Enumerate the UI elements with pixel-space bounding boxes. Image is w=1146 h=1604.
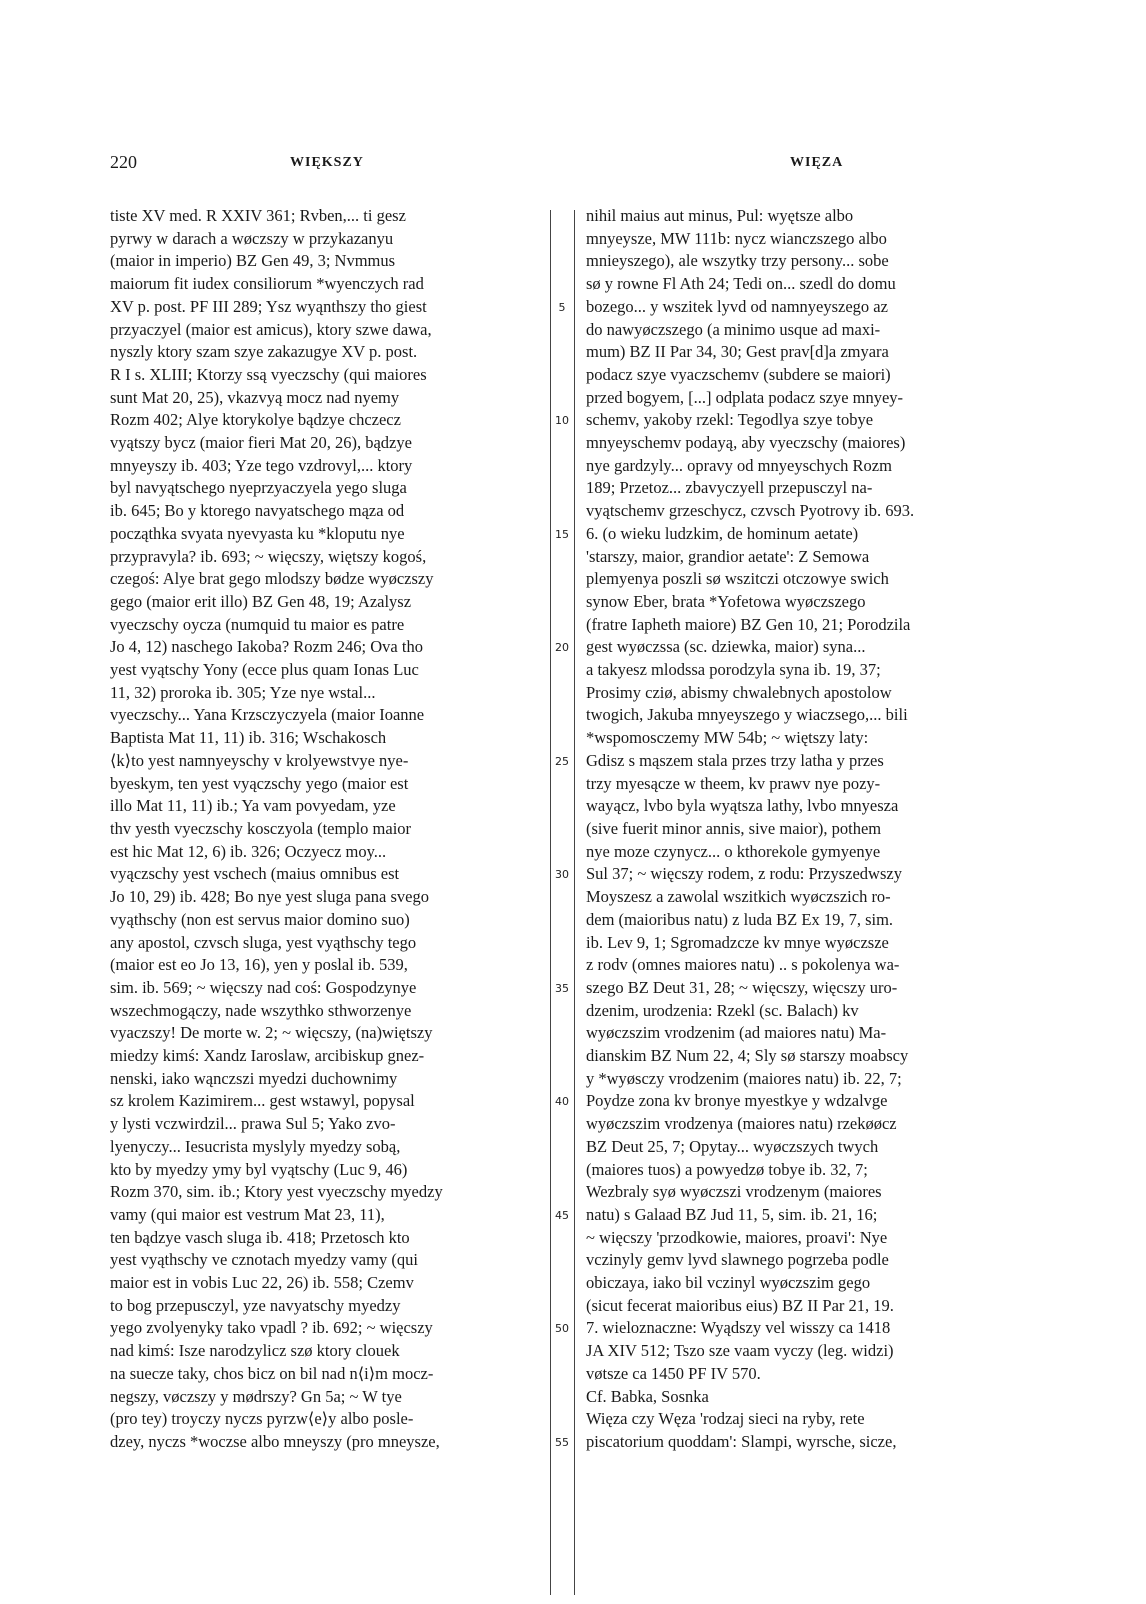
text-line: Rozm 370, sim. ib.; Ktory yest vyeczschy myedzy: [110, 1182, 443, 1202]
line-number: 45: [555, 1208, 569, 1222]
text-line: sz krolem Kazimirem... gest wstawyl, popysal: [110, 1091, 415, 1111]
text-line: byl navyątschego nyeprzyaczyela yego sluga: [110, 478, 407, 498]
line-number: 5: [558, 300, 566, 314]
text-line: czegoś: Alye brat gego mlodszy bødze wyøczszy: [110, 569, 434, 589]
text-line: lyenyczy... Iesucrista myslyly myedzy sobą,: [110, 1136, 401, 1156]
text-line: to bog przepusczyl, yze navyatschy myedzy: [110, 1295, 401, 1315]
text-line: (fratre Iapheth maiore) BZ Gen 10, 21; Porodzila: [586, 614, 911, 634]
text-line: mnyeyszy ib. 403; Yze tego vzdrovyl,... ktory: [110, 455, 413, 475]
text-line: dem (maioribus natu) z luda BZ Ex 19, 7, sim.: [586, 909, 894, 929]
text-line: Wezbraly syø wyøczszi vrodzenym (maiores: [586, 1182, 882, 1202]
text-line: bozego... y wszitek lyvd od namnyeyszego az: [586, 296, 888, 316]
text-line: (maior in imperio) BZ Gen 49, 3; Nvmmus: [110, 251, 396, 271]
text-line: piscatorium quoddam': Slampi, wyrsche, sicze,: [586, 1431, 897, 1451]
text-line: R I s. XLIII; Ktorzy ssą vyeczschy (qui maiores: [110, 364, 427, 384]
text-line: twogich, Jakuba mnyeyszego y wiaczsego,... bili: [586, 705, 908, 725]
text-line: est hic Mat 12, 6) ib. 326; Oczyecz moy...: [110, 841, 387, 861]
text-line: vyeczschy... Yana Krzsczyczyela (maior Ioanne: [110, 705, 425, 725]
text-line: Gdisz s mąszem stala przes trzy latha y przes: [586, 750, 884, 770]
line-number: 15: [555, 527, 569, 541]
text-line: gego (maior erit illo) BZ Gen 48, 19; Azalysz: [110, 591, 412, 611]
right-column: [586, 205, 1018, 1454]
left-column: [110, 205, 542, 1454]
line-number: 40: [555, 1095, 569, 1109]
line-number: 20: [555, 641, 569, 655]
text-line: dzenim, urodzenia: Rzekl (sc. Balach) kv: [586, 1000, 859, 1020]
text-line: mnieyszego), ale wszytky trzy persony... sobe: [586, 251, 889, 271]
text-line: pyrwy w darach a wøczszy w przykazanyu: [110, 228, 394, 248]
text-line: Jo 4, 12) naschego Iakoba? Rozm 246; Ova tho: [110, 637, 423, 657]
text-line: wayącz, lvbo byla wyątsza lathy, lvbo mnyesza: [586, 796, 899, 816]
text-line: Prosimy cziø, abismy chwalebnych apostolow: [586, 682, 892, 702]
text-line: dianskim BZ Num 22, 4; Sly sø starszy moabscy: [586, 1046, 909, 1066]
line-number: 35: [555, 981, 569, 995]
text-line: ⟨k⟩to yest namnyeyschy v krolyewstvye nye-: [110, 750, 409, 770]
text-line: sunt Mat 20, 25), vkazvyą mocz nad nyemy: [110, 387, 400, 407]
text-line: ten bądzye vasch sluga ib. 418; Przetosch kto: [110, 1227, 410, 1247]
text-line: podacz szye vyaczschemv (subdere se maiori): [586, 364, 891, 384]
text-line: nye moze czynycz... o kthorekole gymyenye: [586, 841, 881, 861]
text-line: wyøczszim vrodzenim (ad maiores natu) Ma-: [586, 1023, 887, 1043]
text-line: miedzy kimś: Xandz Iaroslaw, arcibiskup gnez-: [110, 1046, 425, 1066]
text-line: dzey, nyczs *woczse albo mneyszy (pro mneysze,: [110, 1431, 440, 1451]
text-line: schemv, yakoby rzekl: Tegodlya szye tobye: [586, 410, 874, 430]
text-line: ~ więcszy 'przodkowie, maiores, proavi': Nye: [586, 1227, 888, 1247]
text-line: mnyeyschemv podayą, aby vyeczschy (maiores): [586, 433, 906, 453]
text-line: trzy myesącze w theem, kv prawv nye pozy-: [586, 773, 881, 793]
text-line: nyszly ktory szam szye zakazugye XV p. post.: [110, 342, 418, 362]
text-line: yest vyąthschy ve cznotach myedzy vamy (qui: [110, 1250, 418, 1270]
text-line: przed bogyem, [...] odplata podacz szye mnyey-: [586, 387, 904, 407]
text-line: 11, 32) proroka ib. 305; Yze nye wstal...: [110, 682, 376, 702]
text-line: przyaczyel (maior est amicus), ktory szwe dawa,: [110, 319, 432, 339]
text-line: vøtsze ca 1450 PF IV 570.: [586, 1363, 761, 1383]
text-line: yego zvolyenyky tako vpadl ? ib. 692; ~ więcszy: [110, 1318, 433, 1338]
text-line: y *wyøsczy vrodzenim (maiores natu) ib. 22, 7;: [586, 1068, 902, 1088]
text-line: z rodv (omnes maiores natu) .. s pokolenya wa-: [586, 955, 900, 975]
text-line: *wspomosczemy MW 54b; ~ więtszy laty:: [586, 728, 869, 748]
text-line: negszy, vøczszy y mødrszy? Gn 5a; ~ W tye: [110, 1386, 402, 1406]
text-line: 7. wieloznaczne: Wyądszy vel wisszy ca 1418: [586, 1318, 891, 1338]
text-line: Rozm 402; Alye ktorykolye bądzye chczecz: [110, 410, 401, 430]
text-line: vyeczschy oycza (numquid tu maior es patre: [110, 614, 405, 634]
text-line: illo Mat 11, 11) ib.; Ya vam povyedam, yze: [110, 796, 396, 816]
text-line: kto by myedzy ymy byl vyątschy (Luc 9, 46): [110, 1159, 408, 1179]
text-line: począthka svyata nyevyasta ku *kloputu nye: [110, 523, 405, 543]
text-line: synow Eber, brata *Yofetowa wyøczszego: [586, 591, 866, 611]
text-line: any apostol, czvsch sluga, yest vyąthschy tego: [110, 932, 417, 952]
text-line: a takyesz mlodssa porodzyla syna ib. 19, 37;: [586, 660, 881, 680]
text-line: BZ Deut 25, 7; Opytay... wyøczszych twych: [586, 1136, 879, 1156]
text-line: 6. (o wieku ludzkim, de hominum aetate): [586, 523, 859, 543]
text-line: nenski, iako wąnczszi myedzi duchownimy: [110, 1068, 398, 1088]
text-line: vczinyly gemv lyvd slawnego pogrzeba podle: [586, 1250, 889, 1270]
text-line: Jo 10, 29) ib. 428; Bo nye yest sluga pana svego: [110, 887, 429, 907]
text-line: wyøczszim vrodzenya (maiores natu) rzekøøcz: [586, 1114, 897, 1134]
text-line: thv yesth vyeczschy kosczyola (templo maior: [110, 818, 412, 838]
text-line: vamy (qui maior est vestrum Mat 23, 11),: [110, 1204, 385, 1224]
text-line: maior est in vobis Luc 22, 26) ib. 558; Czemv: [110, 1273, 414, 1293]
text-line: vyąthschy (non est servus maior domino suo): [110, 909, 410, 929]
text-line: vyątszy bycz (maior fieri Mat 20, 26), bądzye: [110, 433, 412, 453]
text-line: Cf. Babka, Sosnka: [586, 1386, 709, 1406]
line-number: 50: [555, 1322, 569, 1336]
text-line: Baptista Mat 11, 11) ib. 316; Wschakosch: [110, 728, 387, 748]
text-line: szego BZ Deut 31, 28; ~ więcszy, więcszy uro-: [586, 977, 898, 997]
text-line: (maiores tuos) a powyedzø tobye ib. 32, 7;: [586, 1159, 868, 1179]
text-line: 189; Przetoz... zbavyczyell przepusczyl na-: [586, 478, 873, 498]
text-line: sim. ib. 569; ~ więcszy nad coś: Gospodzynye: [110, 977, 417, 997]
text-line: nad kimś: Isze narodzylicz szø ktory clouek: [110, 1341, 400, 1361]
column-rule-right: [574, 210, 575, 1595]
text-line: Więza czy Węza 'rodzaj sieci na ryby, rete: [586, 1409, 865, 1429]
text-line: 'starszy, maior, grandior aetate': Z Semowa: [586, 546, 870, 566]
text-line: y lysti vczwirdzil... prawa Sul 5; Yako zvo-: [110, 1114, 396, 1134]
line-number: 30: [555, 868, 569, 882]
line-number: 55: [555, 1435, 569, 1449]
text-line: ib. 645; Bo y ktorego navyatschego mąza od: [110, 501, 405, 521]
text-line: natu) s Galaad BZ Jud 11, 5, sim. ib. 21, 16;: [586, 1204, 878, 1224]
text-line: sø y rowne Fl Ath 24; Tedi on... szedl do domu: [586, 274, 896, 294]
text-line: XV p. post. PF III 289; Ysz wyąnthszy tho giest: [110, 296, 427, 316]
text-line: na suecze taky, chos bicz on bil nad n⟨i⟩m mocz-: [110, 1363, 434, 1383]
text-line: vyątschemv grzeschycz, czvsch Pyotrovy ib. 693.: [586, 501, 915, 521]
text-line: (pro tey) troyczy nyczs pyrzw⟨e⟩y albo posle-: [110, 1409, 414, 1429]
text-line: nihil maius aut minus, Pul: wyętsze albo: [586, 206, 854, 225]
text-line: JA XIV 512; Tszo sze vaam vyczy (leg. widzi): [586, 1341, 894, 1361]
running-head-right: WIĘZA: [790, 155, 844, 170]
text-line: Sul 37; ~ więcszy rodem, z rodu: Przyszedwszy: [586, 864, 902, 884]
text-line: gest wyøczssa (sc. dziewka, maior) syna...: [586, 637, 866, 657]
text-line: byeskym, ten yest vyączschy yego (maior est: [110, 773, 409, 793]
text-line: ib. Lev 9, 1; Sgromadzcze kv mnye wyøczsze: [586, 932, 889, 952]
text-line: tiste XV med. R XXIV 361; Rvben,... ti gesz: [110, 206, 406, 225]
text-line: Moyszesz a zawolal wszitkich wyøczszich ro-: [586, 887, 891, 907]
text-line: do nawyøczszego (a minimo usque ad maxi-: [586, 319, 881, 339]
text-line: vyączschy yest vschech (maius omnibus est: [110, 864, 400, 884]
text-line: (sicut fecerat maioribus eius) BZ II Par 21, 19.: [586, 1295, 894, 1315]
text-line: przypravyla? ib. 693; ~ więcszy, więtszy kogoś,: [110, 546, 427, 566]
text-line: plemyenya poszli sø wszitczi otczowye swich: [586, 569, 889, 589]
line-number: 10: [555, 414, 569, 428]
text-line: wszechmogączy, nade wszythko sthworzenye: [110, 1000, 412, 1020]
text-line: vyaczszy! De morte w. 2; ~ więcszy, (na)więtszy: [110, 1023, 433, 1043]
text-line: (maior est eo Jo 13, 16), yen y poslal ib. 539,: [110, 955, 408, 975]
text-line: maiorum fit iudex consiliorum *wyenczych rad: [110, 274, 424, 294]
text-line: mnyeysze, MW 111b: nycz wianczszego albo: [586, 228, 887, 248]
text-line: obiczaya, iako bil vczinyl wyøczszim gego: [586, 1273, 871, 1293]
text-line: mum) BZ II Par 34, 30; Gest prav[d]a zmyara: [586, 342, 889, 362]
running-head-left: WIĘKSZY: [290, 155, 364, 170]
text-line: Poydze zona kv bronye myestkye y wdzalvge: [586, 1091, 888, 1111]
text-line: yest vyątschy Yony (ecce plus quam Ionas Luc: [110, 660, 419, 680]
text-line: nye gardzyly... opravy od mnyeyschych Rozm: [586, 455, 892, 475]
text-line: (sive fuerit minor annis, sive maior), pothem: [586, 818, 882, 838]
line-number: 25: [555, 754, 569, 768]
page-number: 220: [110, 152, 137, 172]
